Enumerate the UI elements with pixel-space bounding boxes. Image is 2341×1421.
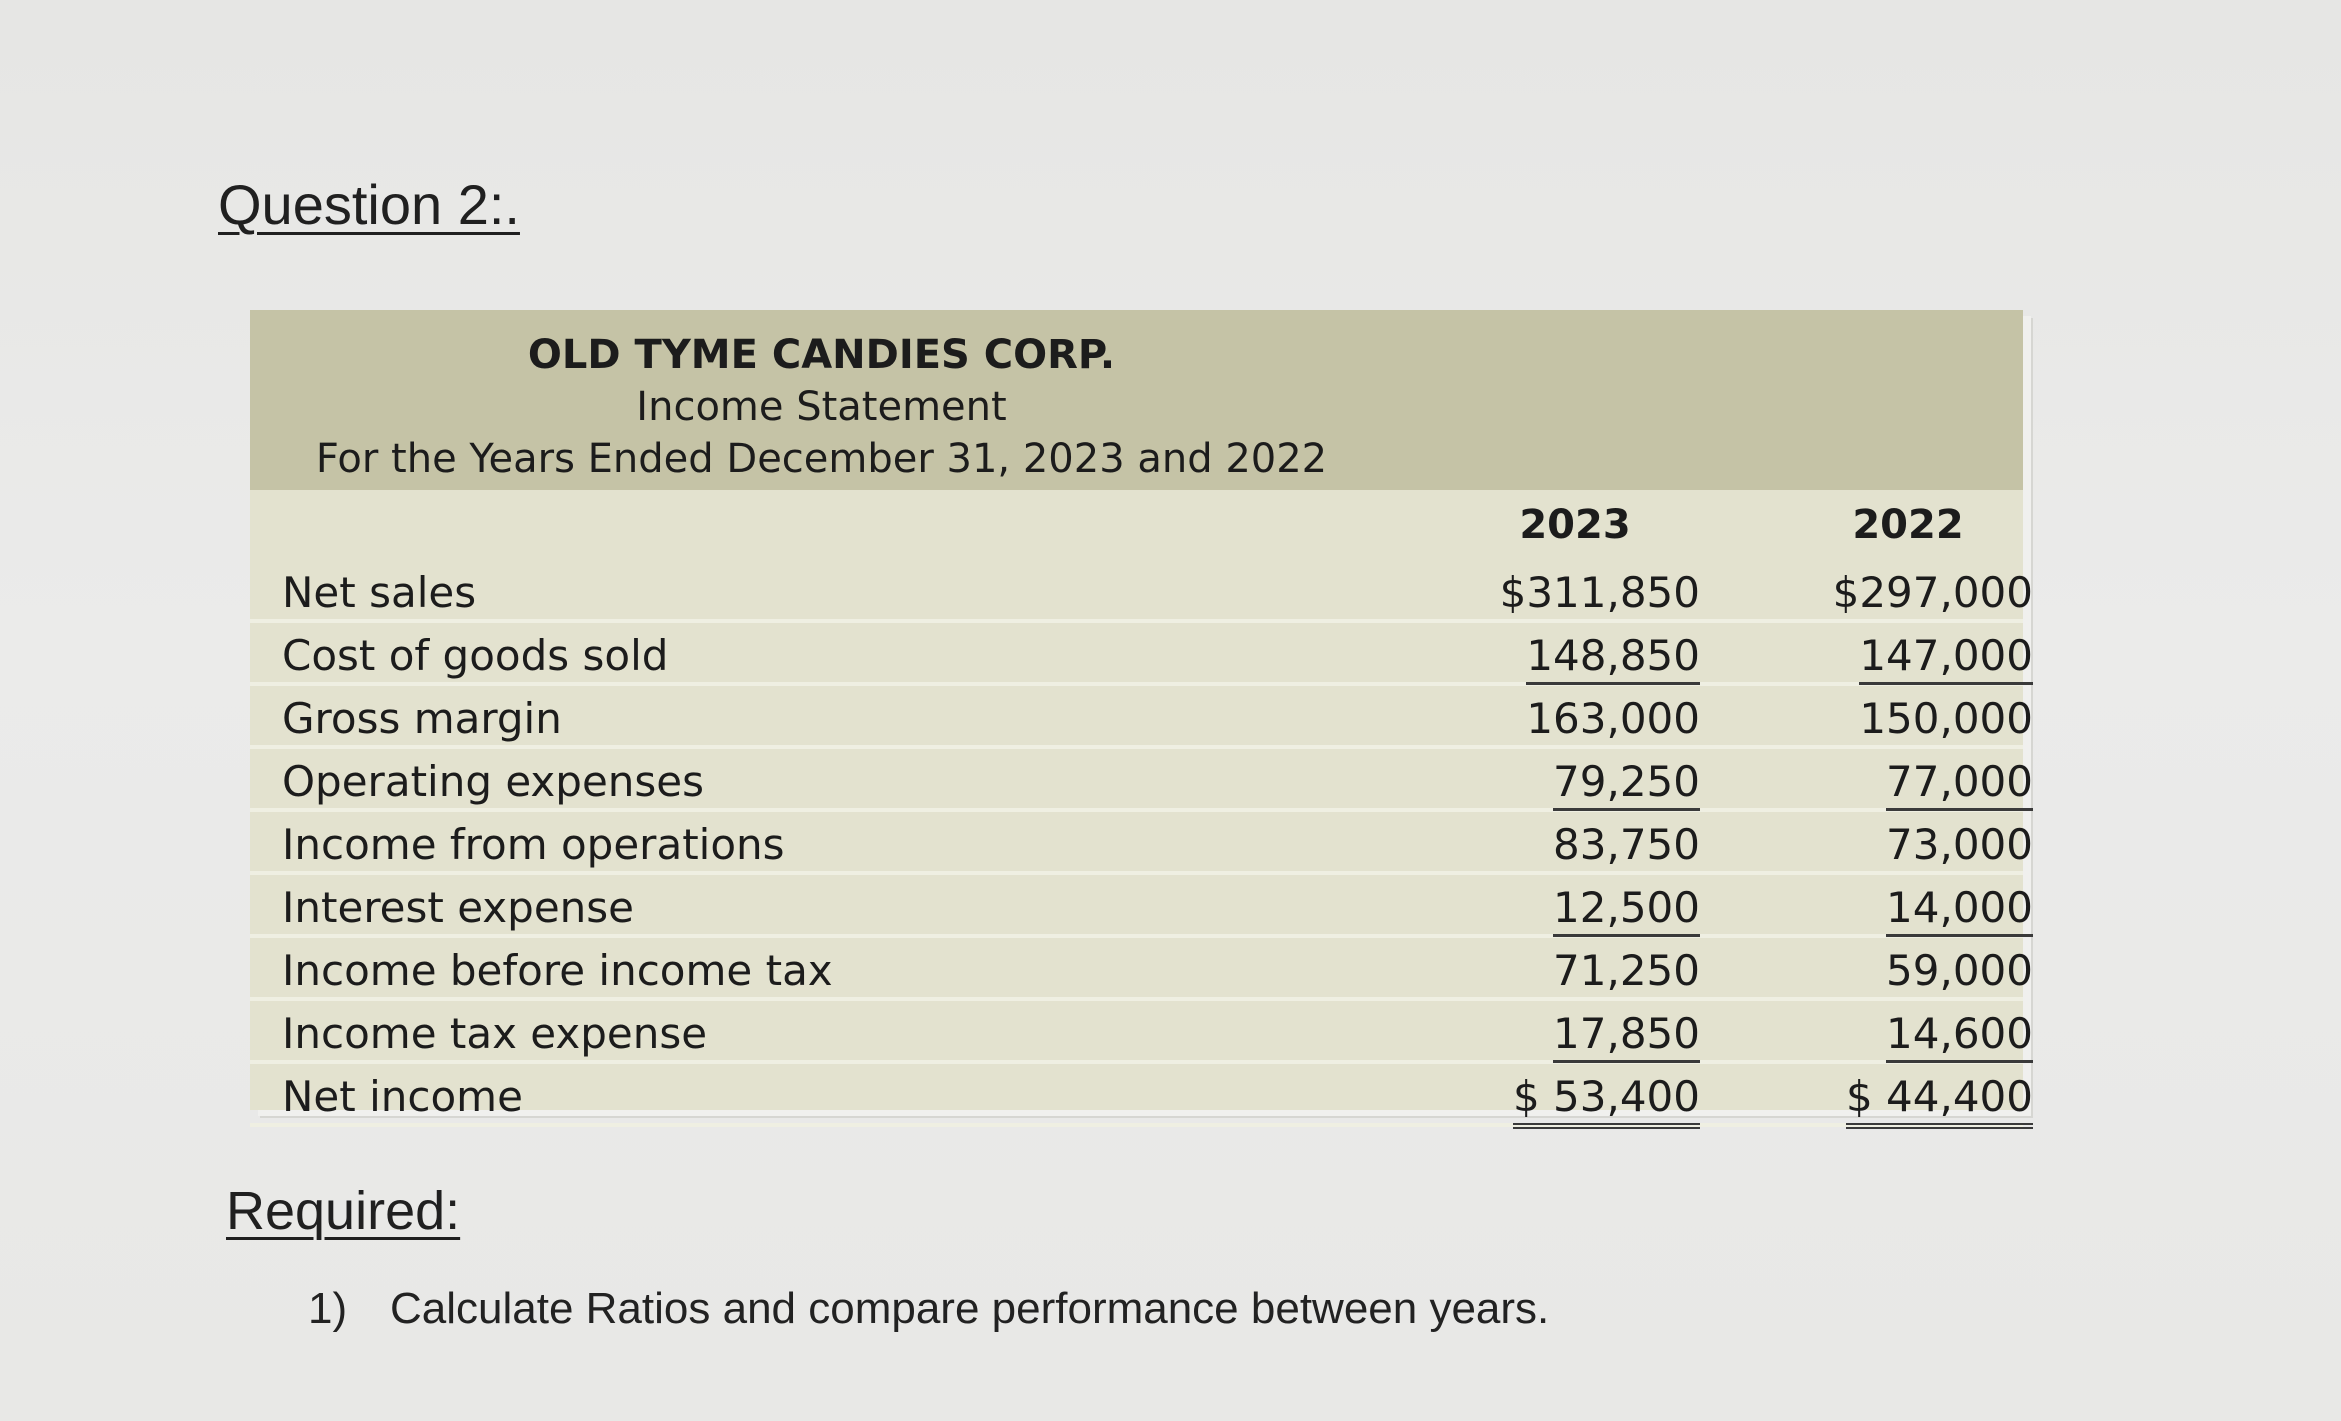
table-row [250,749,2033,812]
row-label: Interest expense [282,883,634,932]
amount-cell-2022 [1798,757,2033,811]
income-statement-table [250,310,2033,1121]
amount-cell-2022 [1798,1072,2033,1129]
table-row [250,875,2033,938]
amount-cell-2023 [1465,1009,1700,1063]
amount-value-2023: 17,850 [1553,1009,1700,1063]
amount-cell-2023 [1465,1072,1700,1129]
row-label: Operating expenses [282,757,705,806]
amount-value-2022: 150,000 [1859,694,2033,743]
table-row [250,686,2033,749]
amount-cell-2023 [1465,631,1700,685]
row-label: Cost of goods sold [282,631,669,680]
row-label: Income tax expense [282,1009,708,1058]
table-row [250,623,2033,686]
amount-value-2023: 71,250 [1553,946,1700,995]
amount-cell-2022 [1798,820,2033,869]
row-label: Net income [282,1072,523,1121]
table-row [250,938,2033,1001]
year-header-2022: 2022 [1852,502,1964,548]
company-name: OLD TYME CANDIES CORP. [527,332,1116,378]
amount-value-2023: 163,000 [1526,694,1700,743]
amount-cell-2023 [1465,883,1700,937]
amount-cell-2022 [1798,1009,2033,1063]
table-row [250,1064,2033,1127]
question-title: Question 2:. [218,173,520,236]
row-label: Income from operations [282,820,785,869]
amount-value-2022: 14,600 [1886,1009,2033,1063]
required-item-text: Calculate Ratios and compare performance between years. [390,1284,1550,1333]
row-label: Gross margin [282,694,562,743]
amount-cell-2023 [1465,820,1700,869]
table-row [250,1001,2033,1064]
table-row [250,812,2033,875]
amount-cell-2023 [1465,568,1700,617]
amount-value-2022: 73,000 [1886,820,2033,869]
amount-value-2023: 12,500 [1553,883,1700,937]
amount-cell-2022 [1798,946,2033,995]
amount-cell-2023 [1465,946,1700,995]
year-header-2023: 2023 [1519,502,1631,548]
required-item-number: 1) [308,1284,348,1333]
amount-cell-2023 [1465,694,1700,743]
amount-value-2022: 59,000 [1886,946,2033,995]
amount-cell-2022 [1798,631,2033,685]
amount-value-2023: 79,250 [1553,757,1700,811]
row-label: Net sales [282,568,477,617]
required-item [308,1284,1549,1334]
statement-name: Income Statement [636,384,1007,430]
statement-period: For the Years Ended December 31, 2023 and 2022 [315,436,1328,482]
amount-value-2023: $311,850 [1499,568,1700,617]
amount-cell-2022 [1798,694,2033,743]
amount-value-2022: $ 44,400 [1846,1072,2033,1129]
required-title: Required: [226,1181,461,1241]
table-row [250,560,2033,623]
amount-cell-2022 [1798,568,2033,617]
amount-value-2022: 77,000 [1886,757,2033,811]
amount-value-2023: $ 53,400 [1513,1072,1700,1129]
amount-value-2023: 148,850 [1526,631,1700,685]
statement-header [250,310,2023,490]
amount-cell-2022 [1798,883,2033,937]
amount-value-2022: 14,000 [1886,883,2033,937]
row-divider [250,1123,2023,1127]
amount-cell-2023 [1465,757,1700,811]
row-label: Income before income tax [282,946,833,995]
amount-value-2023: 83,750 [1553,820,1700,869]
amount-value-2022: 147,000 [1859,631,2033,685]
amount-value-2022: $297,000 [1832,568,2033,617]
